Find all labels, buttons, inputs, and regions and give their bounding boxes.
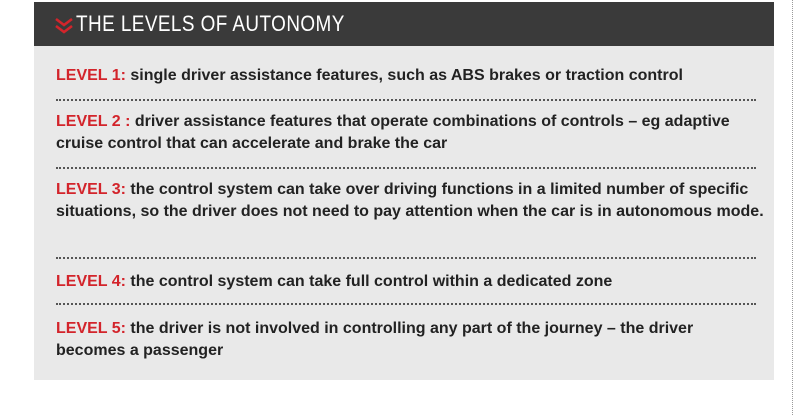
- level-1-label: LEVEL 1:: [56, 67, 126, 84]
- level-2-text: driver assistance features that operate combinations of controls – eg adaptive cruise control that can accelerate and brake the car: [56, 113, 730, 152]
- level-1-entry: [56, 65, 764, 87]
- level-5-label: LEVEL 5:: [56, 320, 126, 337]
- level-4-text: the control system can take full control within a dedicated zone: [130, 273, 613, 290]
- level-2-label: LEVEL 2 :: [56, 113, 131, 130]
- level-3-label: LEVEL 3:: [56, 181, 126, 198]
- divider: [56, 99, 756, 101]
- level-3-entry: [56, 179, 764, 223]
- divider: [56, 303, 756, 305]
- divider: [56, 257, 756, 259]
- box-header: [34, 2, 774, 46]
- box-title: THE LEVELS OF AUTONOMY: [76, 11, 345, 36]
- level-4-entry: [56, 271, 764, 293]
- level-5-entry: [56, 318, 764, 362]
- level-4-label: LEVEL 4:: [56, 273, 126, 290]
- level-3-text: the control system can take over driving functions in a limited number of specific situations, so the driver does not need to pay attention when the car is in autonomous mode.: [56, 181, 764, 220]
- level-5-text: the driver is not involved in controlling any part of the journey – the driver becomes a passenger: [56, 320, 694, 359]
- level-1-text: single driver assistance features, such as ABS brakes or traction control: [130, 67, 683, 84]
- page-edge-rule: [792, 0, 793, 415]
- level-2-entry: [56, 111, 764, 155]
- chevron-down-icon: [54, 17, 74, 35]
- divider: [56, 167, 756, 169]
- autonomy-levels-box: [34, 2, 774, 380]
